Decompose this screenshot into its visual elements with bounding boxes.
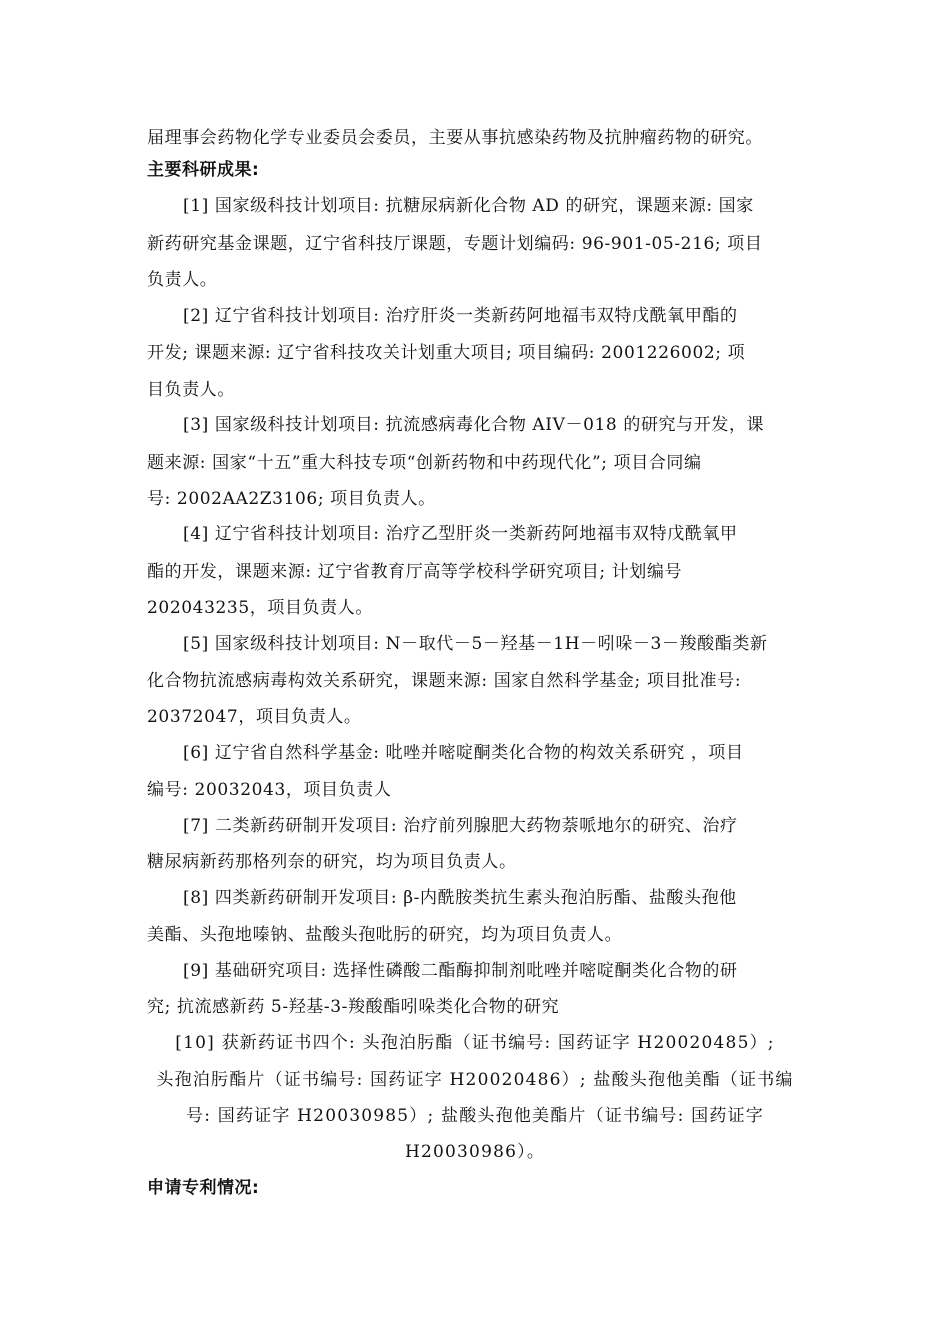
item-9-line-1: [9] 基础研究项目: 选择性磷酸二酯酶抑制剂吡唑并嘧啶酮类化合物的研 bbox=[183, 961, 738, 981]
item-10-line-3: 号: 国药证字 H20030985）; 盐酸头孢他美酯片（证书编号: 国药证字 bbox=[186, 1106, 764, 1126]
item-8-line-2: 美酯、头孢地嗪钠、盐酸头孢吡肟的研究，均为项目负责人。 bbox=[147, 925, 623, 945]
item-2-line-2: 开发; 课题来源: 辽宁省科技攻关计划重大项目; 项目编码: 2001226002; 项 bbox=[147, 343, 746, 363]
item-10-line-2: 头孢泊肟酯片（证书编号: 国药证字 H20020486）; 盐酸头孢他美酯（证书编 bbox=[156, 1070, 794, 1090]
item-1-line-2: 新药研究基金课题，辽宁省科技厅课题，专题计划编码: 96-901-05-216; 项目 bbox=[147, 234, 763, 254]
item-2-line-1: [2] 辽宁省科技计划项目: 治疗肝炎一类新药阿地福韦双特戊酰氧甲酯的 bbox=[183, 306, 738, 326]
item-6-line-1: [6] 辽宁省自然科学基金: 吡唑并嘧啶酮类化合物的构效关系研究 ，项目 bbox=[183, 743, 744, 763]
item-5-line-1: [5] 国家级科技计划项目: N－取代－5－羟基－1H－吲哚－3－羧酸酯类新 bbox=[183, 634, 768, 654]
item-1-line-3: 负责人。 bbox=[147, 270, 218, 290]
item-6-line-2: 编号: 20032043，项目负责人 bbox=[147, 780, 392, 800]
item-8-line-1: [8] 四类新药研制开发项目: β-内酰胺类抗生素头孢泊肟酯、盐酸头孢他 bbox=[183, 888, 737, 908]
intro-line: 届理事会药物化学专业委员会委员，主要从事抗感染药物及抗肿瘤药物的研究。 bbox=[147, 128, 763, 148]
item-9-line-2: 究; 抗流感新药 5-羟基-3-羧酸酯吲哚类化合物的研究 bbox=[147, 997, 560, 1017]
item-4-line-1: [4] 辽宁省科技计划项目: 治疗乙型肝炎一类新药阿地福韦双特戊酰氧甲 bbox=[183, 524, 738, 544]
item-2-line-3: 目负责人。 bbox=[147, 380, 235, 400]
item-4-line-3: 202043235，项目负责人。 bbox=[147, 598, 373, 618]
item-5-line-2: 化合物抗流感病毒构效关系研究，课题来源: 国家自然科学基金; 项目批准号: bbox=[147, 671, 742, 691]
section-heading-achievements: 主要科研成果: bbox=[147, 160, 260, 180]
item-3-line-1: [3] 国家级科技计划项目: 抗流感病毒化合物 AIV－018 的研究与开发，课 bbox=[183, 415, 765, 435]
item-5-line-3: 20372047，项目负责人。 bbox=[147, 707, 362, 727]
item-4-line-2: 酯的开发，课题来源: 辽宁省教育厅高等学校科学研究项目; 计划编号 bbox=[147, 562, 683, 582]
section-heading-patents: 申请专利情况: bbox=[147, 1178, 260, 1198]
item-10-line-1: [10] 获新药证书四个: 头孢泊肟酯（证书编号: 国药证字 H20020485）; bbox=[175, 1033, 775, 1053]
item-3-line-2: 题来源: 国家“十五”重大科技专项“创新药物和中药现代化”; 项目合同编 bbox=[147, 453, 702, 473]
item-1-line-1: [1] 国家级科技计划项目: 抗糖尿病新化合物 AD 的研究，课题来源: 国家 bbox=[183, 196, 754, 216]
item-10-line-4: H20030986）。 bbox=[404, 1142, 546, 1162]
item-7-line-2: 糖尿病新药那格列奈的研究，均为项目负责人。 bbox=[147, 852, 517, 872]
item-3-line-3: 号: 2002AA2Z3106; 项目负责人。 bbox=[147, 489, 436, 509]
item-7-line-1: [7] 二类新药研制开发项目: 治疗前列腺肥大药物萘哌地尔的研究、治疗 bbox=[183, 816, 738, 836]
